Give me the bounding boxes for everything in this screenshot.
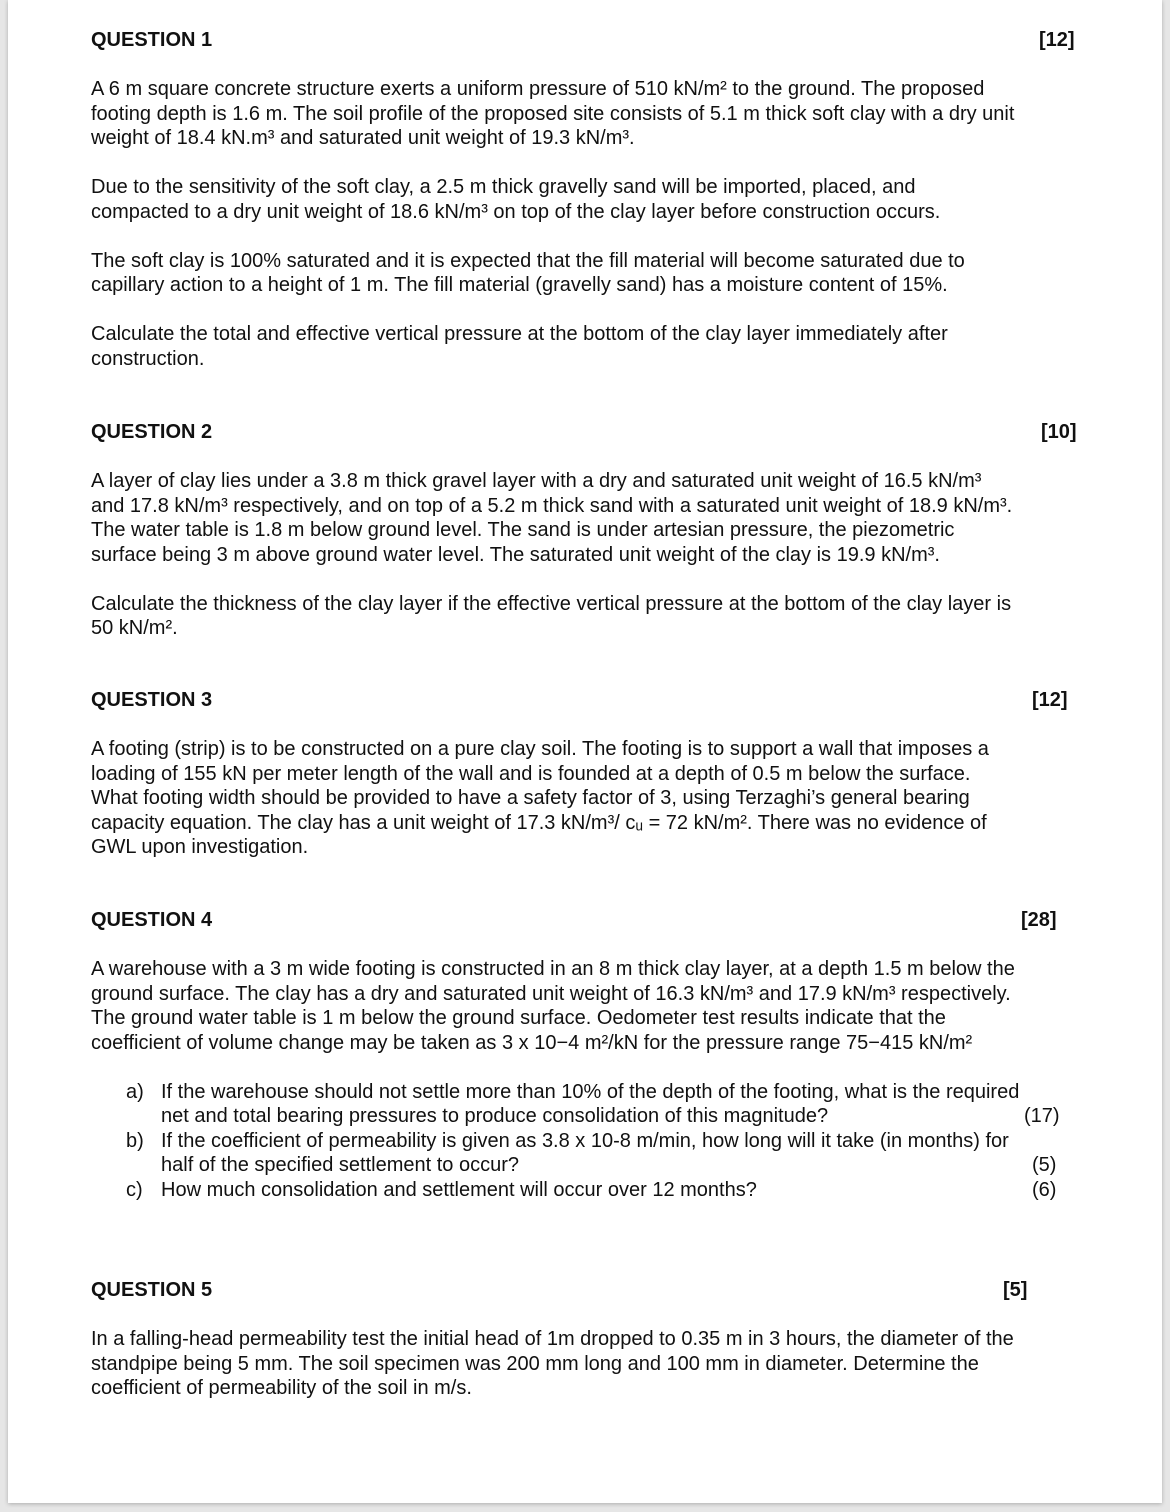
text-line: A footing (strip) is to be constructed on a pure clay soil. The footing is to support a wall that imposes a	[91, 738, 989, 760]
question-4	[91, 909, 1091, 1202]
text-line: In a falling-head permeability test the initial head of 1m dropped to 0.35 m in 3 hours, the diameter of the	[91, 1328, 1014, 1350]
text-line: weight of 18.4 kN.m³ and saturated unit weight of 19.3 kN/m³.	[91, 127, 635, 149]
text-line: coefficient of permeability of the soil in m/s.	[91, 1377, 472, 1399]
subquestion-b	[126, 1129, 1091, 1178]
question-1-paragraph-1	[91, 77, 1091, 151]
question-1-paragraph-4	[91, 322, 1091, 371]
question-2-title: QUESTION 2	[91, 421, 213, 443]
text-line: A 6 m square concrete structure exerts a uniform pressure of 510 kN/m² to the ground. The proposed	[91, 78, 985, 100]
text-line: standpipe being 5 mm. The soil specimen was 200 mm long and 100 mm in diameter. Determine the	[91, 1352, 979, 1375]
question-1-marks: [12]	[1039, 29, 1075, 51]
question-1-paragraph-3	[91, 249, 1091, 298]
text-line: A layer of clay lies under a 3.8 m thick gravel layer with a dry and saturated unit weight of 16.5 kN/m³	[91, 470, 982, 492]
question-5-paragraph-1	[91, 1327, 1091, 1401]
question-4-title: QUESTION 4	[91, 909, 213, 931]
text-line: footing depth is 1.6 m. The soil profile of the proposed site consists of 5.1 m thick soft clay with a dry unit	[91, 102, 1015, 125]
question-1-paragraph-2	[91, 175, 1091, 224]
subquestion-a-label: a)	[126, 1080, 144, 1103]
text-line: 50 kN/m².	[91, 617, 178, 639]
text-line: If the coefficient of permeability is given as 3.8 x 10-8 m/min, how long will it take (in months) for	[161, 1129, 1009, 1152]
question-2-paragraph-1	[91, 469, 1091, 567]
subquestion-b-marks: (5)	[1032, 1154, 1057, 1176]
subquestion-c-marks: (6)	[1032, 1178, 1057, 1201]
document-page	[8, 0, 1162, 1503]
question-3-paragraph-1	[91, 737, 1091, 860]
question-2-header	[91, 421, 1091, 449]
text-line: capillary action to a height of 1 m. The fill material (gravelly sand) has a moisture content of 15%.	[91, 274, 948, 296]
question-1-title: QUESTION 1	[91, 29, 213, 51]
question-3-title: QUESTION 3	[91, 689, 213, 711]
question-1	[91, 29, 1091, 371]
text-line: If the warehouse should not settle more than 10% of the depth of the footing, what is the required	[161, 1080, 1020, 1103]
text-line: The ground water table is 1 m below the ground surface. Oedometer test results indicate that the	[91, 1007, 946, 1029]
question-5-title: QUESTION 5	[91, 1279, 213, 1301]
text-line: A warehouse with a 3 m wide footing is constructed in an 8 m thick clay layer, at a depth 1.5 m below the	[91, 958, 1015, 980]
text-line: half of the specified settlement to occur?	[161, 1154, 519, 1176]
question-2-marks: [10]	[1041, 421, 1077, 443]
question-3-header	[91, 689, 1091, 717]
subquestion-a	[126, 1080, 1091, 1129]
text-line: compacted to a dry unit weight of 18.6 kN/m³ on top of the clay layer before construction occurs.	[91, 200, 941, 223]
text-line: GWL upon investigation.	[91, 836, 309, 858]
text-line: The soft clay is 100% saturated and it is expected that the fill material will become saturated due to	[91, 249, 965, 272]
text-line: construction.	[91, 347, 205, 370]
text-line: Calculate the total and effective vertical pressure at the bottom of the clay layer immediately after	[91, 323, 948, 345]
subquestion-b-label: b)	[126, 1129, 144, 1152]
subquestion-c	[126, 1178, 1091, 1203]
text-line: The water table is 1.8 m below ground level. The sand is under artesian pressure, the piezometric	[91, 519, 955, 541]
question-5-header	[91, 1279, 1091, 1307]
subquestion-a-marks: (17)	[1024, 1105, 1060, 1127]
text-line: surface being 3 m above ground water level. The saturated unit weight of the clay is 19.9 kN/m³.	[91, 543, 940, 566]
question-5	[91, 1279, 1091, 1401]
text-line: capacity equation. The clay has a unit weight of 17.3 kN/m³/ cᵤ = 72 kN/m². There was no evidence of	[91, 811, 987, 834]
text-line: coefficient of volume change may be taken as 3 x 10−4 m²/kN for the pressure range 75−415 kN/m²	[91, 1031, 973, 1054]
question-2	[91, 421, 1091, 641]
question-4-header	[91, 909, 1091, 937]
subquestion-c-label: c)	[126, 1178, 143, 1201]
question-2-paragraph-2	[91, 592, 1091, 641]
question-4-paragraph-1	[91, 957, 1091, 1055]
question-1-header	[91, 29, 1091, 57]
text-line: How much consolidation and settlement will occur over 12 months?	[161, 1178, 757, 1201]
text-line: Due to the sensitivity of the soft clay, a 2.5 m thick gravelly sand will be imported, placed, and	[91, 176, 916, 198]
question-5-marks: [5]	[1003, 1279, 1028, 1301]
text-line: Calculate the thickness of the clay layer if the effective vertical pressure at the bottom of the clay layer is	[91, 592, 1012, 615]
text-line: What footing width should be provided to have a safety factor of 3, using Terzaghi’s general bearing	[91, 787, 970, 809]
text-line: ground surface. The clay has a dry and saturated unit weight of 16.3 kN/m³ and 17.9 kN/m³ respectively.	[91, 982, 1011, 1005]
question-3	[91, 689, 1091, 860]
question-4-marks: [28]	[1021, 909, 1057, 931]
text-line: net and total bearing pressures to produce consolidation of this magnitude?	[161, 1105, 829, 1127]
text-line: loading of 155 kN per meter length of the wall and is founded at a depth of 0.5 m below the surface.	[91, 762, 971, 785]
text-line: and 17.8 kN/m³ respectively, and on top of a 5.2 m thick sand with a saturated unit weight of 18.9 kN/m³.	[91, 494, 1013, 517]
question-3-marks: [12]	[1032, 689, 1068, 711]
